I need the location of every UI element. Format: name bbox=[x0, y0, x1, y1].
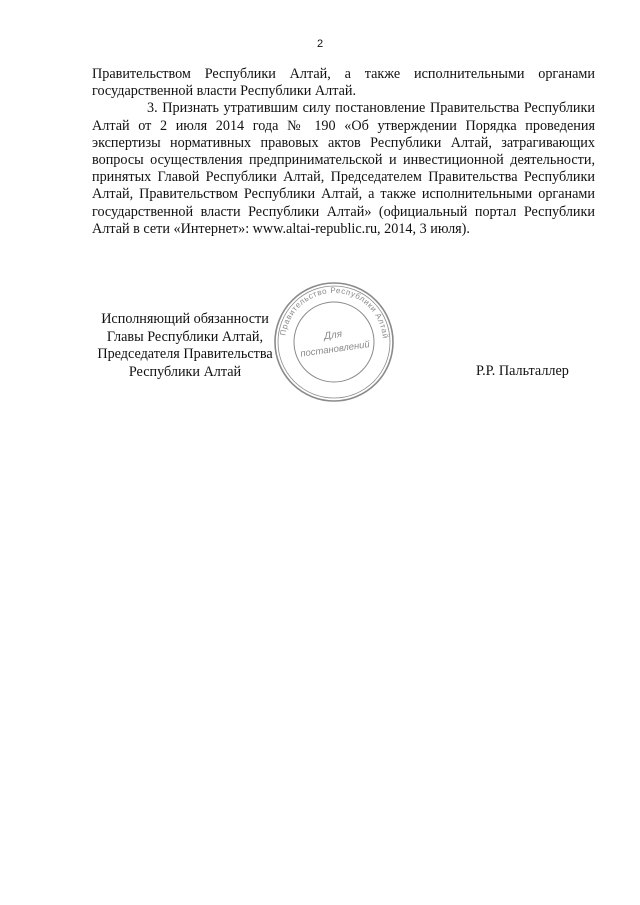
paragraph-item-3: 3. Признать утратившим силу постановление Правительства Республики Алтай от 2 июля 2014 года № 190 «Об утверждении Порядка проведения экспертизы нормативных правовых актов Республики Алтай, затрагивающих вопросы осуществления предпринимательской и инвестиционной деятельности, принятых Главой Республики Алтай, Председателем Правительства Республики Алтай, Правительством Республики Алтай, а также исполнительными органами государственной власти Республики Алтай» (официальный портал Республики Алтай в сети «Интернет»: www.altai-republic.ru, 2014, 3 июля). bbox=[92, 100, 595, 237]
stamp-center-line: Для bbox=[323, 328, 343, 343]
signer-name: Р.Р. Пальталлер bbox=[476, 363, 569, 379]
signature-title bbox=[90, 311, 280, 381]
signature-title-line: Исполняющий обязанности bbox=[101, 311, 269, 327]
official-seal bbox=[272, 280, 396, 404]
paragraph-continuation: Правительством Республики Алтай, а также исполнительными органами государственной власти Республики Алтай. bbox=[92, 66, 595, 100]
stamp-center-line: постановлений bbox=[299, 339, 371, 360]
document-body bbox=[92, 66, 595, 238]
signature-title-line: Главы Республики Алтай, bbox=[106, 328, 264, 345]
page-number: 2 bbox=[316, 38, 324, 50]
stamp-ring-text: Правительство Республики Алтай bbox=[278, 285, 390, 340]
signature-title-line: Председателя Правительства bbox=[97, 346, 273, 363]
signature-title-line: Республики Алтай bbox=[128, 363, 242, 380]
